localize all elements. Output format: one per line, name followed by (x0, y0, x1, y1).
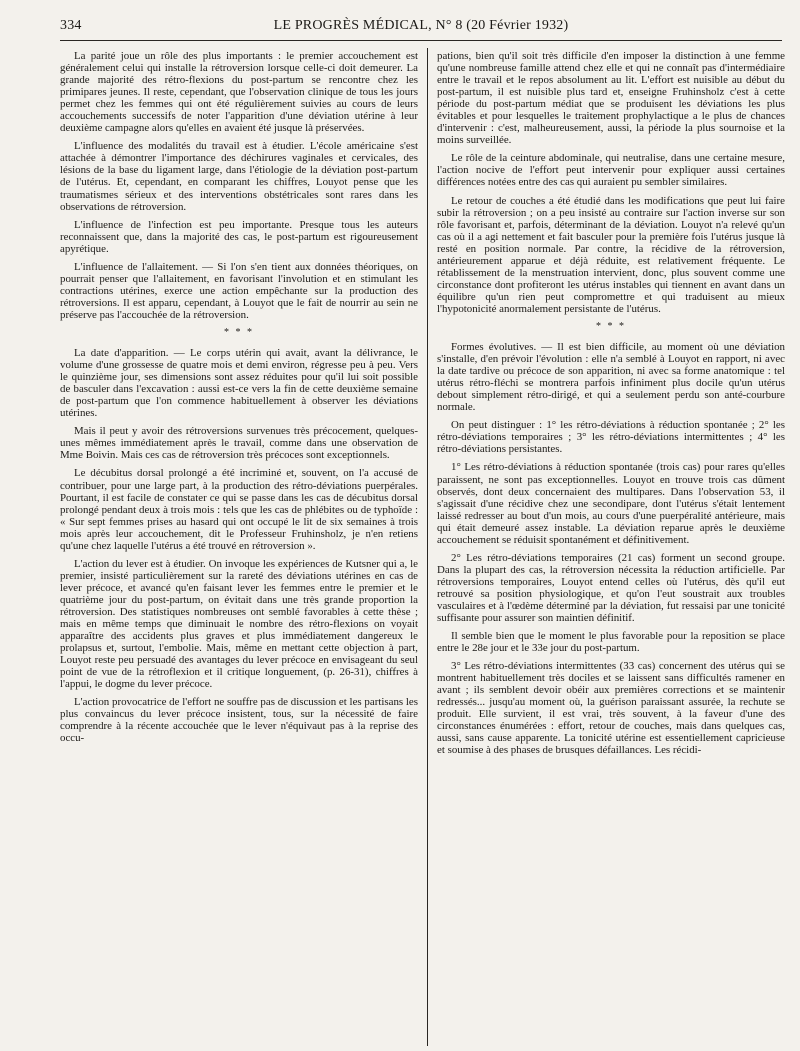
header-rule (60, 40, 782, 41)
paragraph: 2° Les rétro-déviations temporaires (21 cas) forment un second groupe. Dans la plupart des cas, la rétroversion nécessita la réduction artificielle. Par rétroversions temporaires, Louyot entend celles où l'utérus, dès qu'il eut retrouvé sa position physiologique, et qu'on l'eut soustrait aux troubles vasculaires et à l'œdème déterminé par la déviation, fut ressaisi par une tonicité suffisante pour assurer son maintien définitif. (437, 551, 785, 625)
paragraph: L'influence de l'allaitement. — Si l'on s'en tient aux données théoriques, on pourrait penser que l'allaitement, en favorisant l'involution et en stimulant les contractions utérines, exerce une action empêchante sur la production des rétroversions. Il est apparu, cependant, à Louyot que le fait de nourrir au sein ne préserve pas l'accouchée de la rétroversion. (60, 260, 418, 321)
paragraph: pations, bien qu'il soit très difficile d'en imposer la distinction à une femme qu'une nombreuse famille attend chez elle et qui ne connaît pas d'intermédiaire entre le travail et le repos absolument au lit. L'effort est nuisible au début du post-partum, il est nuisible plus tard et, enseigne Fruhinsholz c'est à cette période du post-partum médiat que se produisent les déviations les plus évitables et pour lesquelles le traitement prophylactique a le plus de chances d'intervenir : c'est, malheureusement, aussi, la période la plus sournoise et la moins surveillée. (437, 50, 785, 147)
paragraph: Formes évolutives. — Il est bien difficile, au moment où une déviation s'installe, d'en prévoir l'évolution : elle n'a semblé à Louyot en rapport, ni avec la date tardive ou précoce de son apparition, ni avec sa forme anatomique : tel utérus rétro-fléchi se montrera parfois infiniment plus docile qu'un utérus debout simplement rétro-dirigé, et qui a seulement perdu son anté-courbure normale. (437, 341, 785, 414)
paragraph: Le rôle de la ceinture abdominale, qui neutralise, dans une certaine mesure, l'action nocive de l'effort peut intervenir pour expliquer aussi certaines différences notées entre des cas qui auraient pu sembler similaires. (437, 152, 785, 189)
section-separator: * * * (596, 320, 626, 332)
paragraph: L'influence des modalités du travail est à étudier. L'école américaine s'est attachée à démontrer l'importance des déchirures vaginales et cervicales, des lésions de la base du ligament large, dans l'étiologie de la déviation post-partum de l'utérus. Et, cependant, en comparant les chiffres, Louyot pense que les traumatismes sérieux et des interventions obstétricales sont rares dans les observations de rétroversion. (60, 140, 418, 213)
paragraph: Il semble bien que le moment le plus favorable pour la reposition se place entre le 28e jour et le 33e jour du post-partum. (437, 630, 785, 655)
paragraph: L'action du lever est à étudier. On invoque les expériences de Kutsner qui a, le premier, insisté particulièrement sur la rareté des déviations utérines en cas de lever précoce, et avancé qu'en faisant lever les femmes entre le premier et le quatrième jour du post-partum, on évitait dans une très grande proportion la rétroversion. Des statistiques nombreuses ont semblé favorables à cette thèse ; mais en même temps que diminuait le nombre des rétro-flexions on voyait apparaître des accidents plus graves et plus immédiatement dangereux le prolapsus et, surtout, l'embolie. Mais, même en mettant cette objection à part, Louyot reste peu persuadé des avantages du lever précoce en envisageant du seul point de vue de la rétroflexion et il critique longuement, (p. 26-31), chiffres à l'appui, le dogme du lever précoce. (60, 557, 418, 691)
section-separator: * * * (224, 326, 254, 338)
paragraph: La date d'apparition. — Le corps utérin qui avait, avant la délivrance, le volume d'une grossesse de quatre mois et demi environ, régresse peu à peu. Vers le quinzième jour, ses dimensions sont assez réduites pour qu'il lui soit possible de basculer dans l'excavation : aussi est-ce vers la fin de cette deuxième semaine de post-partum que l'on commence habituellement à observer les déviations utérines. (60, 347, 418, 420)
paragraph: Mais il peut y avoir des rétroversions survenues très précocement, quelques-unes mêmes immédiatement après le travail, comme dans une observation de Mme Boivin. Mais ces cas de rétroversion très précoces sont exceptionnels. (60, 425, 418, 462)
paragraph: L'influence de l'infection est peu importante. Presque tous les auteurs reconnaissent que, dans la majorité des cas, le post-partum est rigoureusement apyrétique. (60, 218, 418, 255)
paragraph: La parité joue un rôle des plus importants : le premier accouchement est généralement celui qui installe la rétroversion lorsque celle-ci doit demeurer. La grande majorité des rétro-flexions du post-partum se rencontre chez les primipares jeunes. Il reste, cependant, que l'observation clinique de tous les jours permet chez les femmes qui ont été régulièrement suivies au cours de leurs accouchements successifs de noter l'apparition d'une déviation utérine à leur deuxième campagne alors qu'elles en avaient été jusque là préservées. (60, 50, 418, 135)
paragraph: On peut distinguer : 1° les rétro-déviations à réduction spontanée ; 2° les rétro-déviations temporaires ; 3° les rétro-déviations intermittentes ; 4° les rétro-déviations persistantes. (437, 419, 785, 456)
paragraph: L'action provocatrice de l'effort ne souffre pas de discussion et les partisans les plus convaincus du lever précoce insistent, tous, sur la nécessité de faire comprendre à la récente accouchée que le lever n'équivaut pas à la reprise des occu- (60, 696, 418, 745)
page-number: 334 (60, 18, 82, 33)
paragraph: 3° Les rétro-déviations intermittentes (33 cas) concernent des utérus qui se montrent habituellement très dociles et se laissent sans difficultés ramener en avant ; ils semblent devoir obéir aux premières corrections et se maintenir redressés... jusqu'au moment où, la guérison paraissant assurée, la rechute se produit. Elle survient, il est vrai, très souvent, à la faveur d'une des circonstances énumérées : effort, retour de couches, mais dans quelques cas, aussi, sans cause apparente. La tonicité utérine est essentiellement capricieuse et soumise à des phases de brusques défaillances. Les récidi- (437, 660, 785, 757)
paragraph: Le décubitus dorsal prolongé a été incriminé et, souvent, on l'a accusé de contribuer, pour une large part, à la production des rétro-déviations puerpérales. Pourtant, il est facile de constater ce qui se passe dans les cas de décubitus dorsal prolongé pendant deux à trois mois : tels que les cas de phlébites ou de typhoïde : « Sur sept femmes prises au hasard qui ont occupé le lit de six semaines à trois mois après leur accouchement, dit le Professeur Fruhinsholz, je n'en retiens qu'une chez laquelle l'utérus a été trouvé en rétroversion ». (60, 467, 418, 552)
page-header (60, 18, 782, 38)
paragraph: Le retour de couches a été étudié dans les modifications que peut lui faire subir la rétroversion ; on a peu insisté au contraire sur l'action inverse sur son rôle favorisant et, parfois, déterminant de la déviation. Louyot n'a relevé qu'un cas où il a agi nettement et fait basculer pour la première fois l'utérus jusque là resté en position normale. Par contre, la récidive de la rétroversion, antérieurement apparue et déjà réduite, est relativement fréquente. Le rétablissement de la menstruation intervient, donc, plus souvent comme une circonstance dont profiteront les utérus instables qui tiennent en avant dans un équilibre qu'un rien peut compromettre et qui traduisent au mieux l'hypotonicité anormalement persistante de l'utérus. (437, 194, 785, 315)
paragraph: 1° Les rétro-déviations à réduction spontanée (trois cas) pour rares qu'elles paraissent, ne sont pas exceptionnelles. Louyot en trouve trois cas dûment observés, dont deux concernaient des multipares. Dans l'observation 53, il s'agissait d'une récidive chez une secondipare, dont l'utérus s'était lentement laissé redresser au bout d'un mois, au cours d'une puerpéralité antérieure, mais qui était demeuré assez instable. La déviation reparue après le deuxième accouchement se réduisit spontanément et définitivement. (437, 461, 785, 546)
journal-title: LE PROGRÈS MÉDICAL, N° 8 (20 Février 1932) (273, 18, 569, 33)
left-column (60, 50, 418, 1045)
right-column (437, 50, 785, 1045)
column-divider (427, 48, 428, 1046)
